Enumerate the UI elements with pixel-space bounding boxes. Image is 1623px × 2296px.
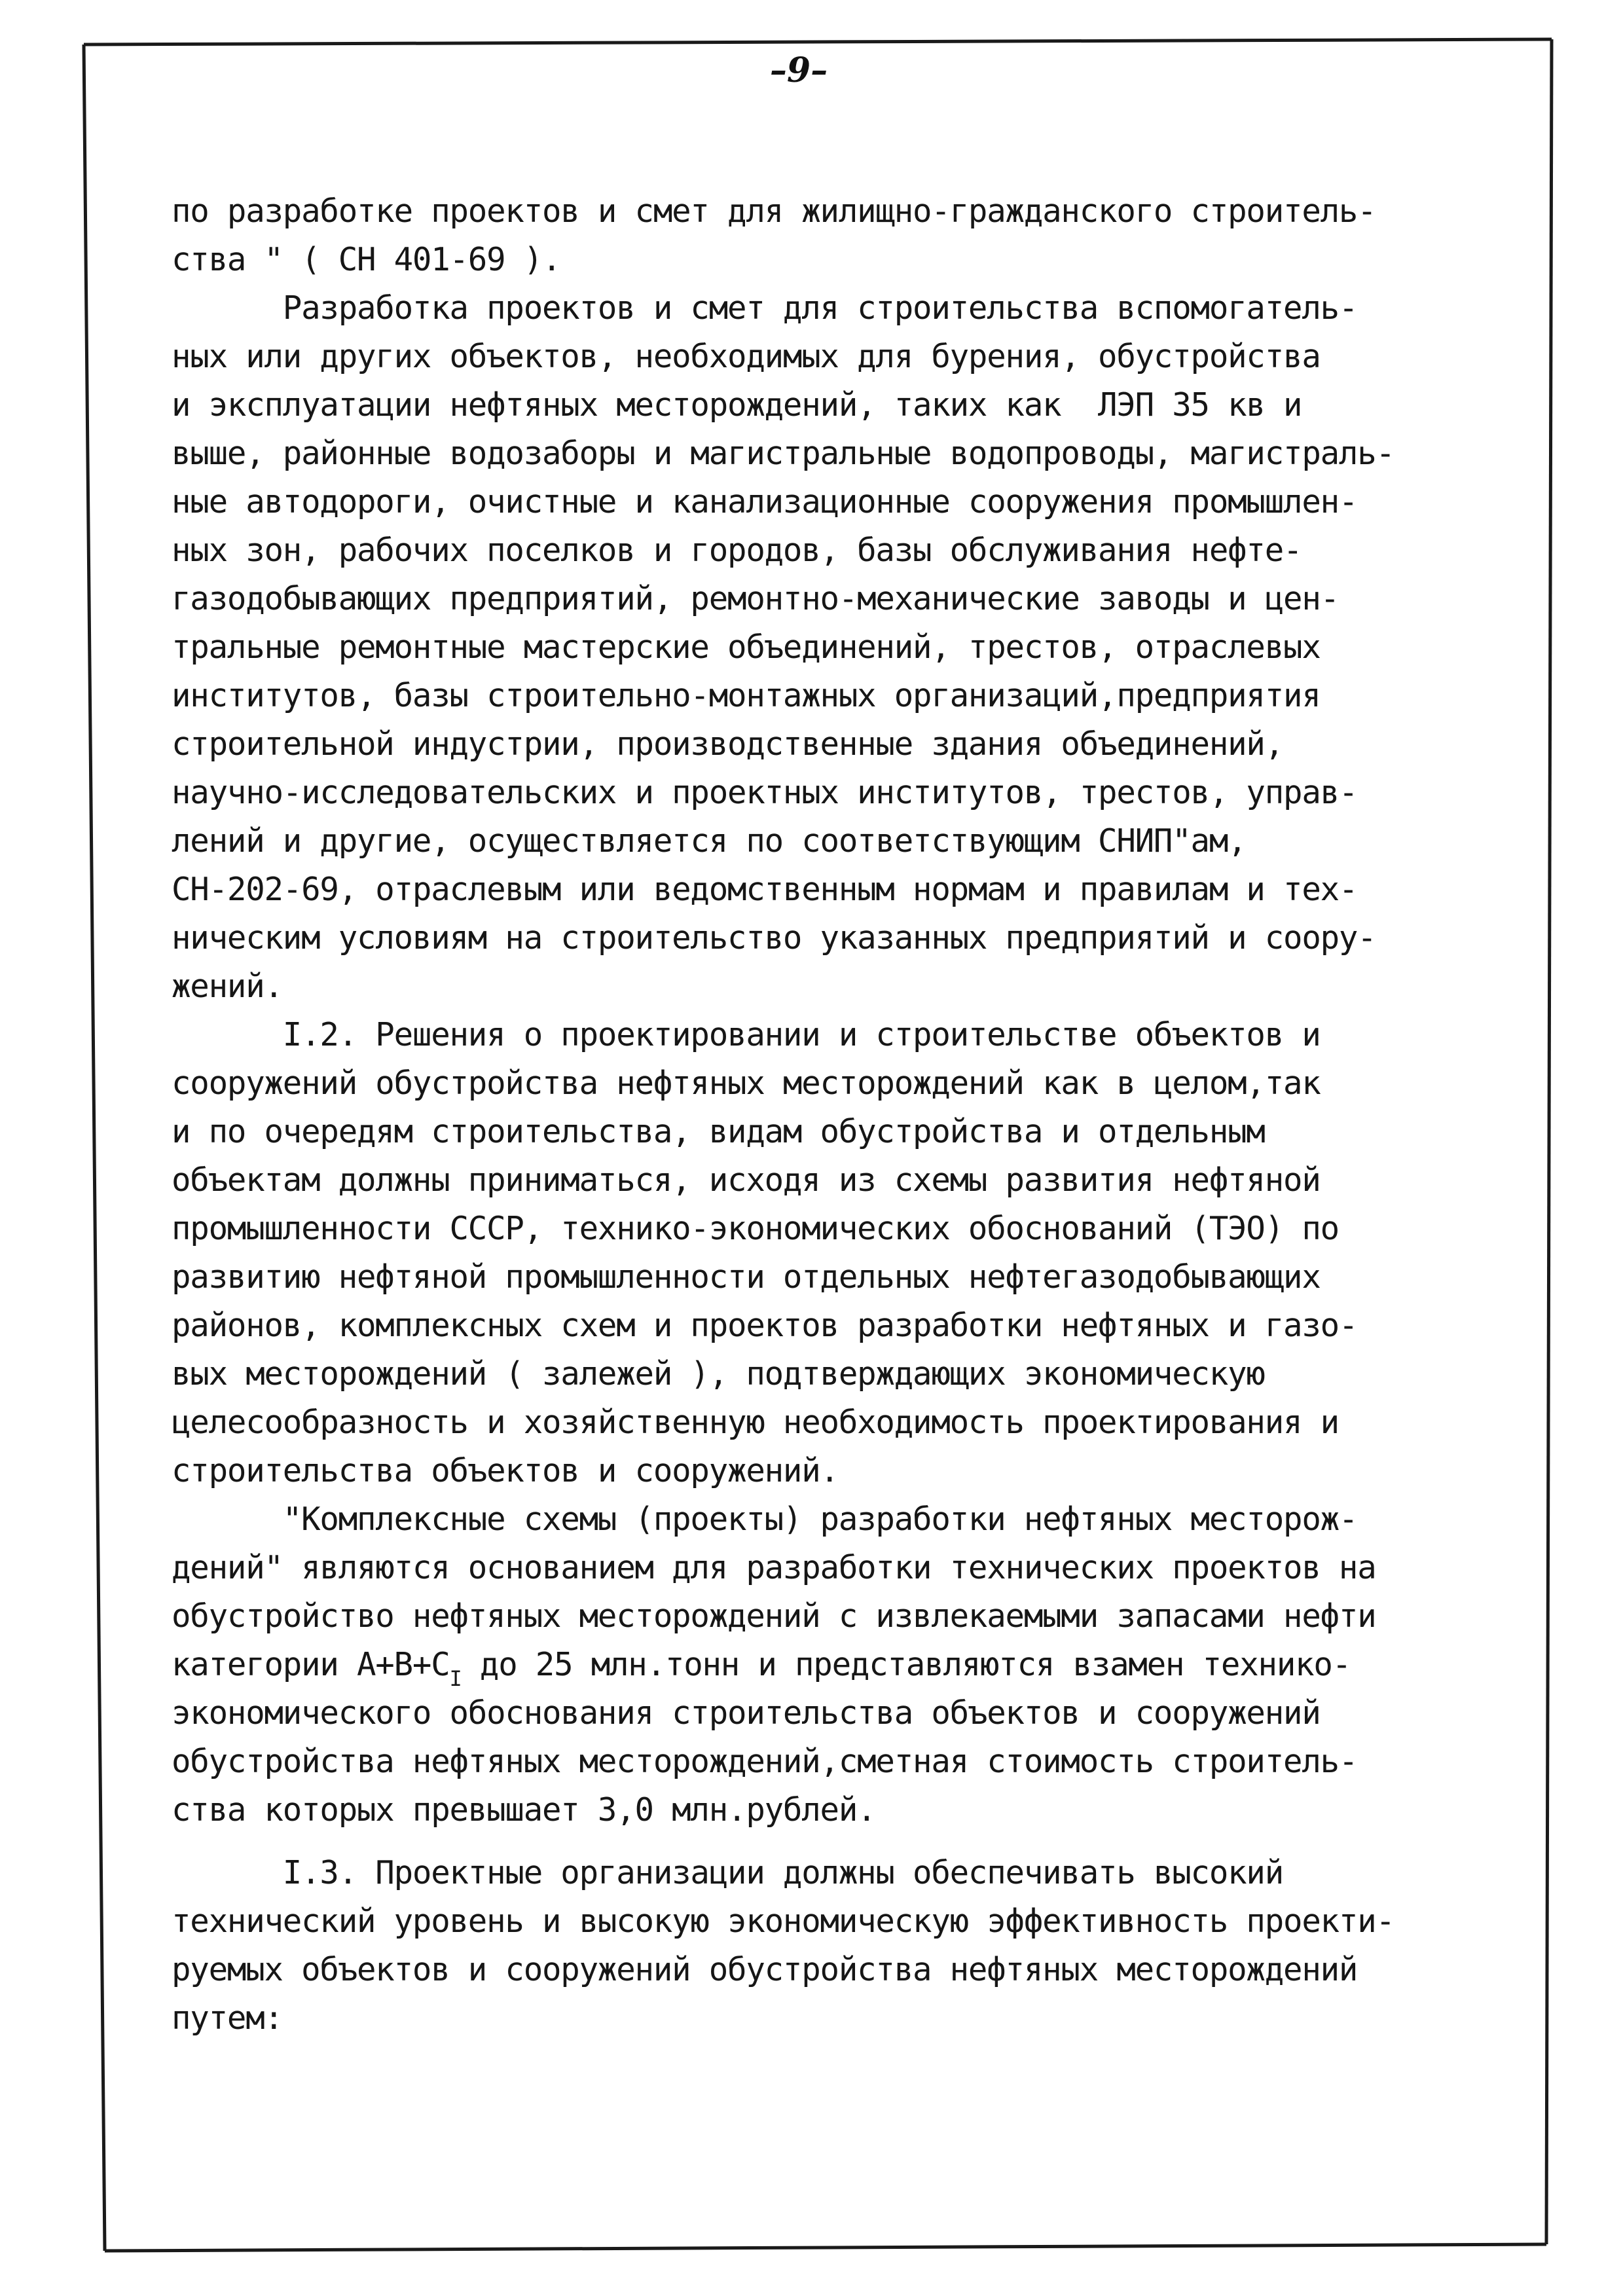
text-line: Разработка проектов и смет для строительства вспомогатель- [172, 289, 1358, 327]
text-line: руемых объектов и сооружений обустройства нефтяных месторождений [172, 1951, 1358, 1988]
text-line-with-subscript [172, 1641, 1520, 1689]
text-line: ства которых превышает 3,0 млн.рублей. [172, 1791, 876, 1829]
category-text: категории А+В+С [172, 1646, 450, 1683]
text-line: I.2. Решения о проектировании и строительстве объектов и [172, 1016, 1321, 1053]
category-text-rest: до 25 млн.тонн и представляются взамен технико- [461, 1646, 1351, 1683]
text-line: целесообразность и хозяйственную необходимость проектирования и [172, 1404, 1339, 1441]
text-line: ных зон, рабочих поселков и городов, базы обслуживания нефте- [172, 532, 1302, 569]
text-line: научно-исследовательских и проектных институтов, трестов, управ- [172, 774, 1358, 811]
text-line: обустройства нефтяных месторождений,сметная стоимость строитель- [172, 1743, 1358, 1780]
text-line: жений. [172, 968, 283, 1005]
text-line: объектам должны приниматься, исходя из схемы развития нефтяной [172, 1161, 1321, 1199]
text-line: промышленности СССР, технико-экономических обоснований (ТЭО) по [172, 1210, 1339, 1247]
text-line: институтов, базы строительно-монтажных организаций,предприятия [172, 677, 1321, 714]
text-line: технический уровень и высокую экономическую эффективность проекти- [172, 1903, 1395, 1940]
category-subscript: I [449, 1666, 462, 1691]
text-line: сооружений обустройства нефтяных месторождений как в целом,так [172, 1065, 1321, 1102]
text-line: выше, районные водозаборы и магистральные водопроводы, магистраль- [172, 435, 1395, 472]
text-line: I.3. Проектные организации должны обеспечивать высокий [172, 1854, 1284, 1891]
text-line: вых месторождений ( залежей ), подтверждающих экономическую [172, 1355, 1265, 1393]
text-line: обустройство нефтяных месторождений с извлекаемыми запасами нефти [172, 1597, 1376, 1635]
page-number: –9– [769, 50, 828, 90]
text-line: районов, комплексных схем и проектов разработки нефтяных и газо- [172, 1307, 1358, 1344]
document-body [172, 187, 1520, 2043]
text-line: ные автодороги, очистные и канализационные сооружения промышлен- [172, 483, 1358, 520]
text-line: строительства объектов и сооружений. [172, 1452, 839, 1489]
paragraph-gap [172, 1834, 1520, 1849]
text-line: путем: [172, 1999, 283, 2037]
text-line: строительной индустрии, производственные здания объединений, [172, 725, 1284, 763]
text-line: и по очередям строительства, видам обустройства и отдельным [172, 1113, 1265, 1150]
text-line: СН-202-69, отраслевым или ведомственным нормам и правилам и тех- [172, 871, 1358, 908]
text-line: и эксплуатации нефтяных месторождений, таких как ЛЭП 35 кв и [172, 386, 1302, 424]
text-line: ных или других объектов, необходимых для бурения, обустройства [172, 338, 1321, 375]
text-line: газодобывающих предприятий, ремонтно-механические заводы и цен- [172, 580, 1339, 617]
text-line: дений" являются основанием для разработки технических проектов на [172, 1549, 1376, 1586]
text-line: ства " ( СН 401-69 ). [172, 241, 561, 278]
text-line: ническим условиям на строительство указанных предприятий и соору- [172, 919, 1376, 957]
text-line: "Комплексные схемы (проекты) разработки нефтяных месторож- [172, 1501, 1358, 1538]
text-line: тральные ремонтные мастерские объединений, трестов, отраслевых [172, 629, 1321, 666]
text-line: по разработке проектов и смет для жилищно-гражданского строитель- [172, 192, 1376, 230]
text-line: экономического обоснования строительства объектов и сооружений [172, 1694, 1321, 1732]
text-line: лений и другие, осуществляется по соответствующим СНИП"ам, [172, 822, 1247, 860]
text-line: развитию нефтяной промышленности отдельных нефтегазодобывающих [172, 1258, 1321, 1296]
